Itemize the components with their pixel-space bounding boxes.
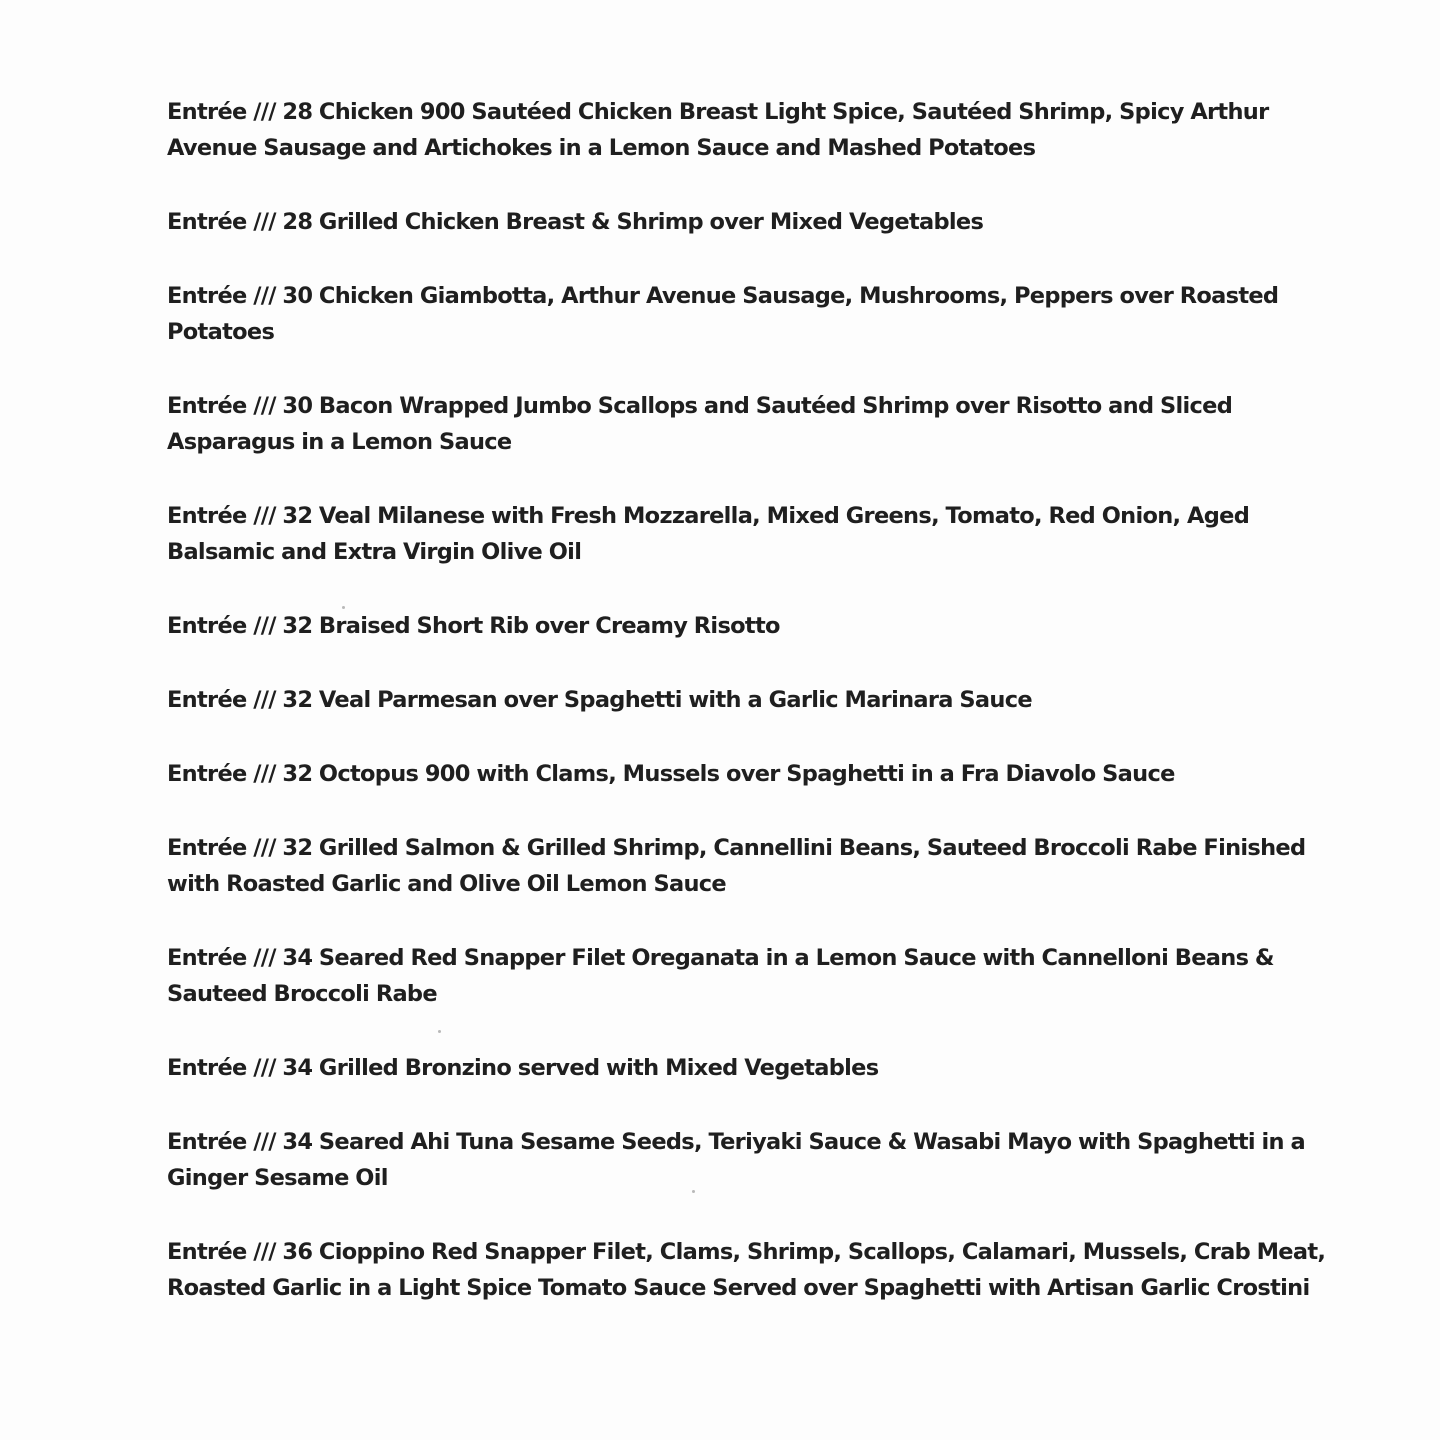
entree-item: Entrée /// 32 Veal Milanese with Fresh Mozzarella, Mixed Greens, Tomato, Red Onion, Aged Balsamic and Extra Virgin Olive Oil [167,503,1250,565]
entree-item: Entrée /// 32 Veal Parmesan over Spaghetti with a Garlic Marinara Sauce [167,687,1032,713]
entree-item: Entrée /// 36 Cioppino Red Snapper Filet, Clams, Shrimp, Scallops, Calamari, Mussels, Crab Meat, Roasted Garlic in a Light Spice Tomato Sauce Served over Spaghetti with Artisan Garlic Crostini [167,1239,1326,1301]
scan-speck [342,606,345,609]
scan-speck [438,1030,441,1033]
entree-item: Entrée /// 34 Grilled Bronzino served with Mixed Vegetables [167,1055,879,1081]
entree-item: Entrée /// 30 Chicken Giambotta, Arthur Avenue Sausage, Mushrooms, Peppers over Roasted Potatoes [167,283,1279,345]
entree-item: Entrée /// 34 Seared Ahi Tuna Sesame Seeds, Teriyaki Sauce & Wasabi Mayo with Spaghetti in a Ginger Sesame Oil [167,1129,1305,1191]
scan-speck [692,1190,695,1193]
entree-item: Entrée /// 34 Seared Red Snapper Filet Oreganata in a Lemon Sauce with Cannelloni Beans & Sauteed Broccoli Rabe [167,945,1274,1007]
entree-item: Entrée /// 28 Grilled Chicken Breast & Shrimp over Mixed Vegetables [167,209,984,235]
entree-item: Entrée /// 30 Bacon Wrapped Jumbo Scallops and Sautéed Shrimp over Risotto and Sliced Asparagus in a Lemon Sauce [167,393,1233,455]
entree-item: Entrée /// 32 Grilled Salmon & Grilled Shrimp, Cannellini Beans, Sauteed Broccoli Rabe Finished with Roasted Garlic and Olive Oil Lemon Sauce [167,835,1306,897]
entree-item: Entrée /// 32 Braised Short Rib over Creamy Risotto [167,613,780,639]
entree-list [167,94,1357,1344]
entree-item: Entrée /// 32 Octopus 900 with Clams, Mussels over Spaghetti in a Fra Diavolo Sauce [167,761,1175,787]
entree-item: Entrée /// 28 Chicken 900 Sautéed Chicken Breast Light Spice, Sautéed Shrimp, Spicy Arthur Avenue Sausage and Artichokes in a Lemon Sauce and Mashed Potatoes [167,99,1269,161]
